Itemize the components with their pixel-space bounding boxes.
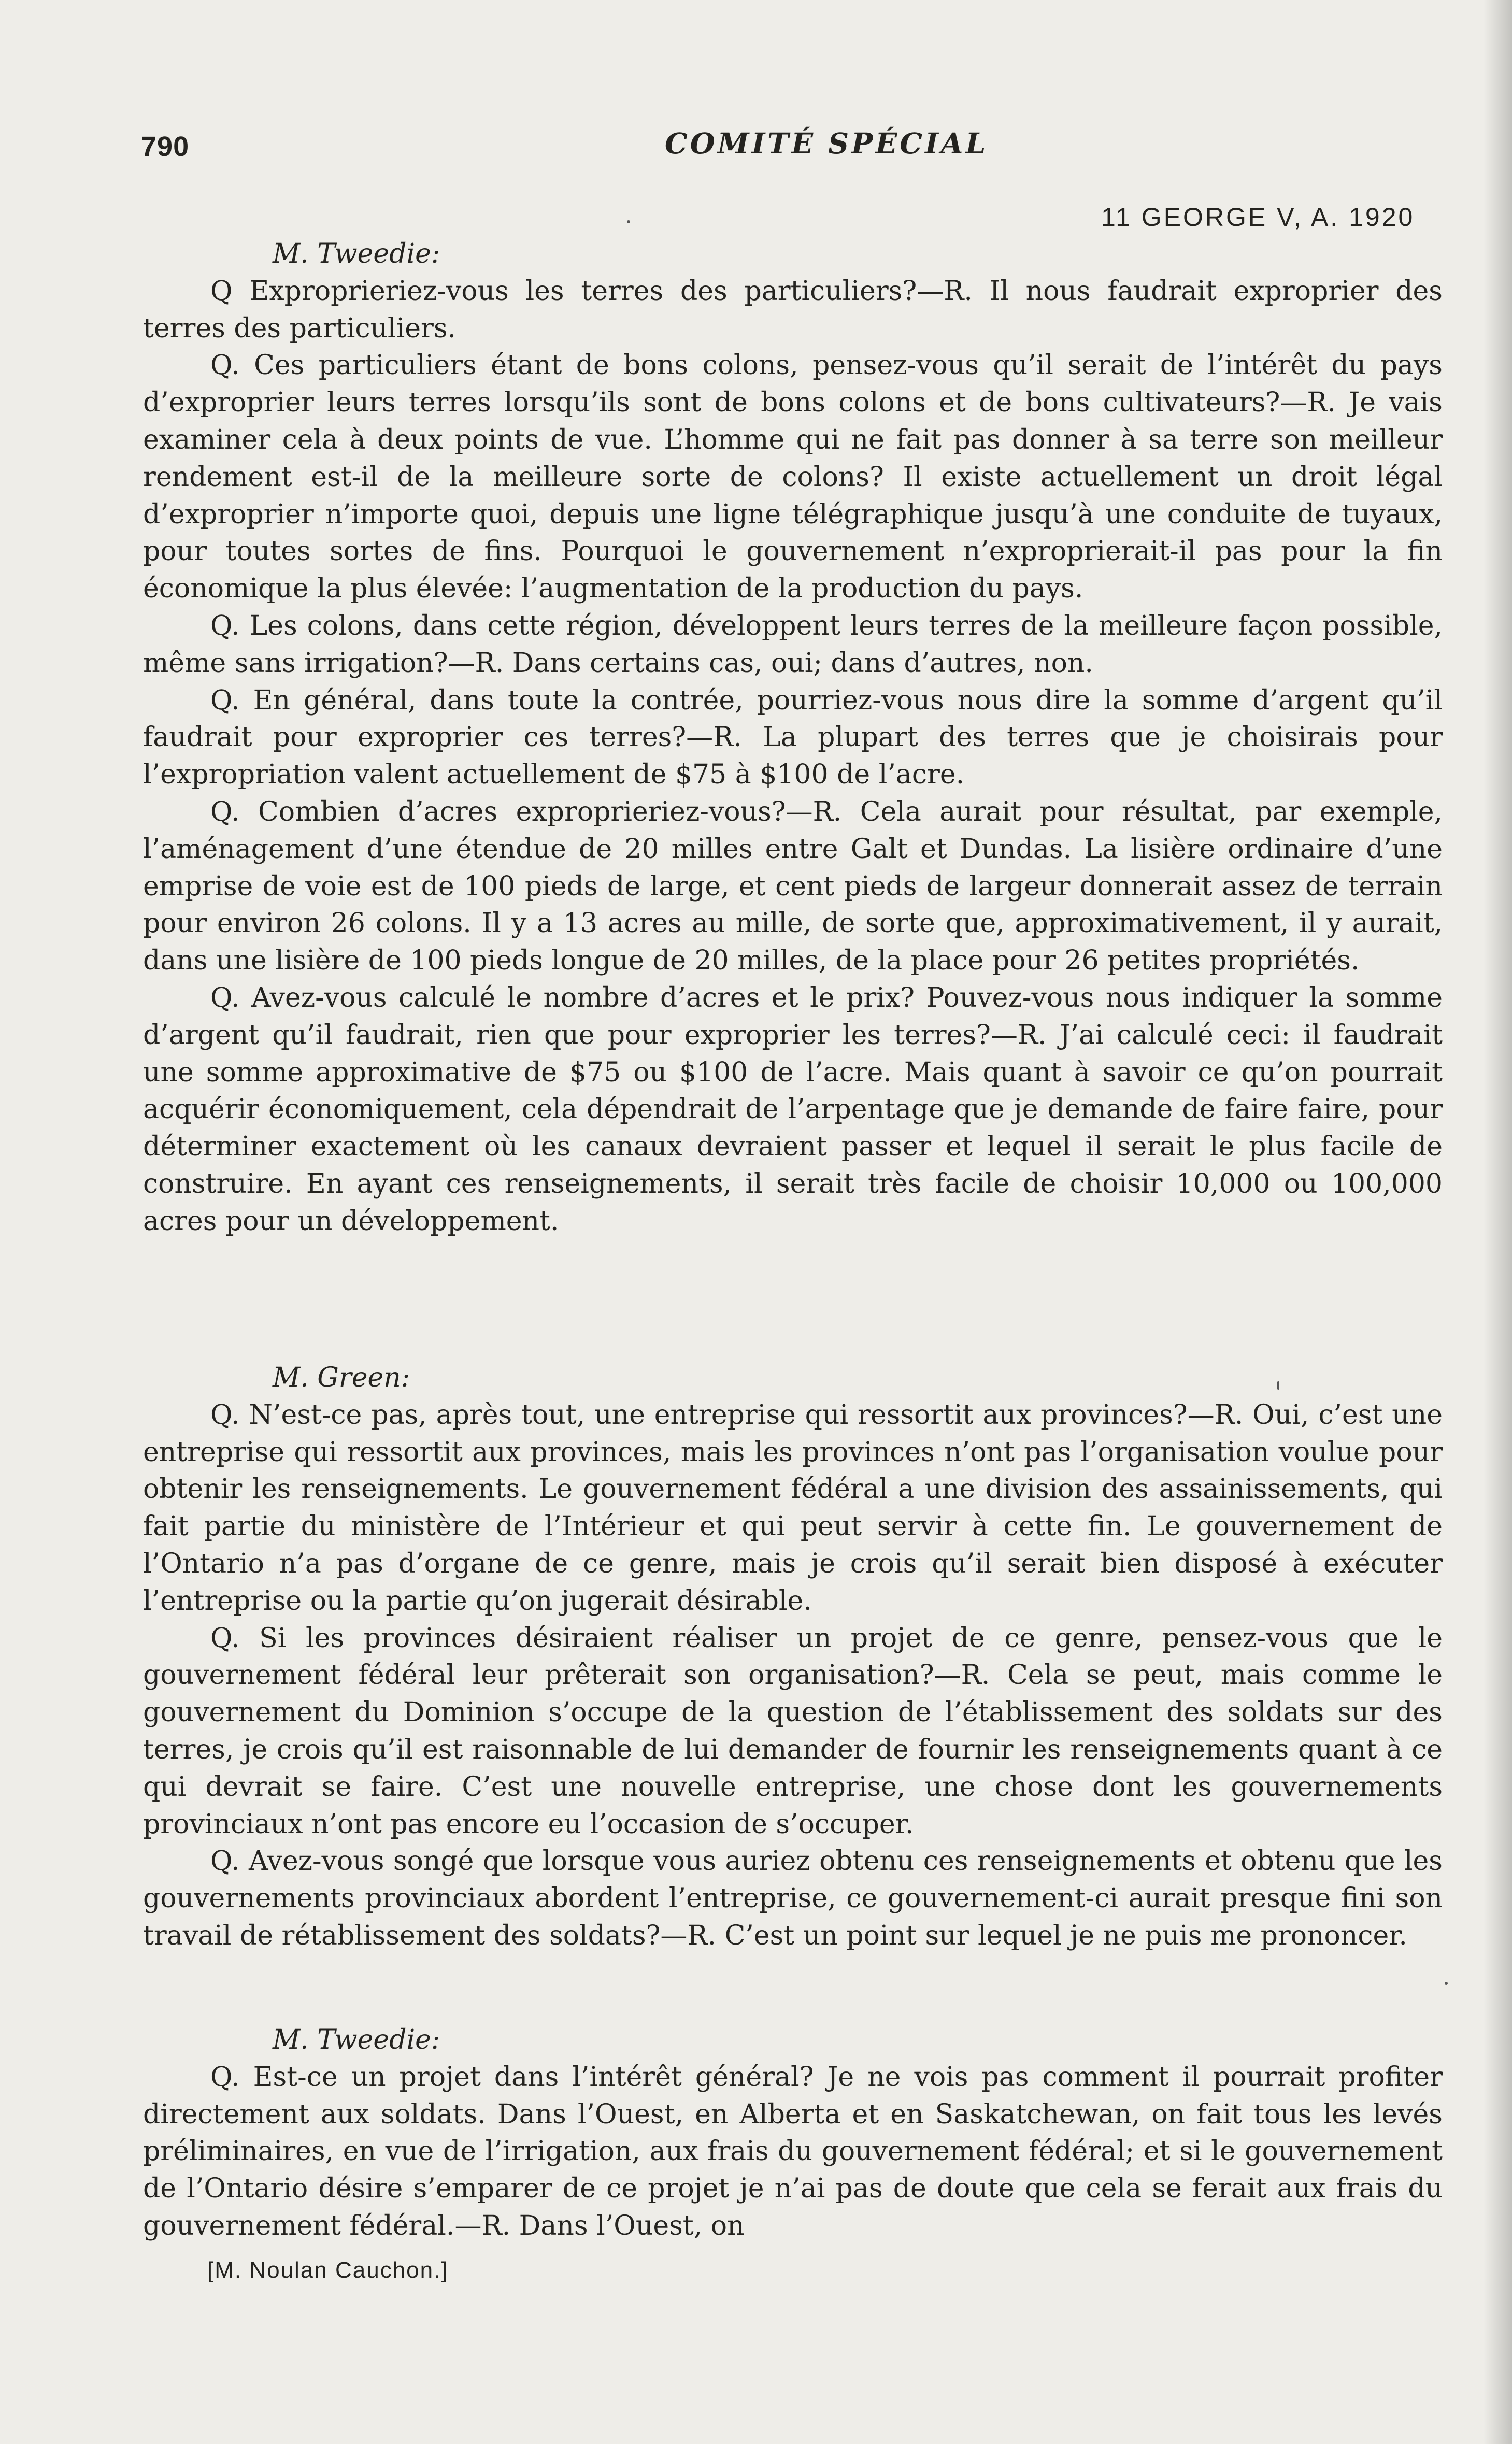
speaker-label: M. Green:: [273, 1362, 410, 1393]
paragraph: Q. Avez-vous songé que lorsque vous auriez obtenu ces renseignements et obtenu que les gouvernements provinciaux abordent l’entreprise, ce gouvernement-ci aurait presque fini son travail de rétablissement des soldats?—R. C’est un point sur lequel je ne puis me prononcer.: [143, 1846, 1443, 1951]
section-tweedie-2: [143, 2022, 1443, 2245]
paragraph: Q. Si les provinces désiraient réaliser un projet de ce genre, pensez-vous que le gouvernement fédéral leur prêterait son organisation?—R. Cela se peut, mais comme le gouvernement du Dominion s’occupe de la question de l’établissement des soldats sur des terres, je crois qu’il est raisonnable de lui demander de fournir les renseignements quant à ce qui devrait se faire. C’est une nouvelle entreprise, une chose dont les gouvernements provinciaux n’ont pas encore eu l’occasion de s’occuper.: [143, 1622, 1443, 1840]
paragraph: Q. Est-ce un projet dans l’intérêt général? Je ne vois pas comment il pourrait profiter directement aux soldats. Dans l’Ouest, en Alberta et en Saskatchewan, on fait tous les levés préliminaires, en vue de l’irrigation, aux frais du gouvernement fédéral; et si le gouvernement de l’Ontario désire s’emparer de ce projet je n’ai pas de doute que cela se ferait aux frais du gouvernement fédéral.—R. Dans l’Ouest, on: [143, 2061, 1443, 2241]
speaker-label: M. Tweedie:: [273, 2024, 440, 2055]
witness-footer: [M. Noulan Cauchon.]: [207, 2257, 449, 2283]
running-head: COMITÉ SPÉCIAL: [665, 126, 989, 160]
section-tweedie-1: [143, 236, 1443, 1240]
print-speck: [627, 220, 630, 223]
paragraph: Q. Ces particuliers étant de bons colons, pensez-vous qu’il serait de l’intérêt du pays d’exproprier leurs terres lorsqu’ils sont de bons colons et de bons cultivateurs?—R. Je vais examiner cela à deux points de vue. L’homme qui ne fait pas donner à sa terre son meilleur rendement est-il de la meilleure sorte de colons? Il existe actuellement un droit légal d’exproprier n’importe quoi, depuis une ligne télégraphique jusqu’à une conduite de tuyaux, pour toutes sortes de fins. Pourquoi le gouvernement n’exproprierait-il pas pour la fin économique la plus élevée: l’augmentation de la production du pays.: [143, 350, 1443, 605]
paragraph: Q. Avez-vous calculé le nombre d’acres et le prix? Pouvez-vous nous indiquer la somme d’argent qu’il faudrait, rien que pour exproprier les terres?—R. J’ai calculé ceci: il faudrait une somme approximative de $75 ou $100 de l’acre. Mais quant à savoir ce qu’on pourrait acquérir économiquement, cela dépendrait de l’arpentage que je demande de faire faire, pour déterminer exactement où les canaux devraient passer et lequel il serait le plus facile de construire. En ayant ces renseignements, il serait très facile de choisir 10,000 ou 100,000 acres pour un développement.: [143, 982, 1443, 1237]
speaker-label: M. Tweedie:: [273, 238, 440, 269]
print-speck: [1445, 1982, 1448, 1985]
paragraph: Q. En général, dans toute la contrée, pourriez-vous nous dire la somme d’argent qu’il faudrait pour exproprier ces terres?—R. La plupart des terres que je choisirais pour l’expropriation valent actuellement de $75 à $100 de l’acre.: [143, 684, 1443, 791]
section-green: [143, 1360, 1443, 1955]
page-number: 790: [141, 131, 190, 162]
paragraph: Q. Combien d’acres exproprieriez-vous?—R. Cela aurait pour résultat, par exemple, l’aménagement d’une étendue de 20 milles entre Galt et Dundas. La lisière ordinaire d’une emprise de voie est de 100 pieds de large, et cent pieds de largeur donnerait assez de terrain pour environ 26 colons. Il y a 13 acres au mille, de sorte que, approximativement, il y aurait, dans une lisière de 100 pieds longue de 20 milles, de la place pour 26 petites propriétés.: [143, 796, 1443, 977]
session-line: 11 GEORGE V, A. 1920: [1101, 203, 1415, 232]
binding-shadow: [1484, 0, 1512, 2444]
paragraph: Q. Les colons, dans cette région, développent leurs terres de la meilleure façon possible, même sans irrigation?—R. Dans certains cas, oui; dans d’autres, non.: [143, 610, 1443, 679]
print-speck: [1277, 1381, 1279, 1390]
paragraph: Q. N’est-ce pas, après tout, une entreprise qui ressortit aux provinces?—R. Oui, c’est une entreprise qui ressortit aux provinces, mais les provinces n’ont pas l’organisation voulue pour obtenir les renseignements. Le gouvernement fédéral a une division des assainissements, qui fait partie du ministère de l’Intérieur et qui peut servir à cette fin. Le gouvernement de l’Ontario n’a pas d’organe de ce genre, mais je crois qu’il serait bien disposé à exécuter l’entreprise ou la partie qu’on jugerait désirable.: [143, 1399, 1443, 1617]
paragraph: Q Exproprieriez-vous les terres des particuliers?—R. Il nous faudrait exproprier des terres des particuliers.: [143, 275, 1443, 344]
